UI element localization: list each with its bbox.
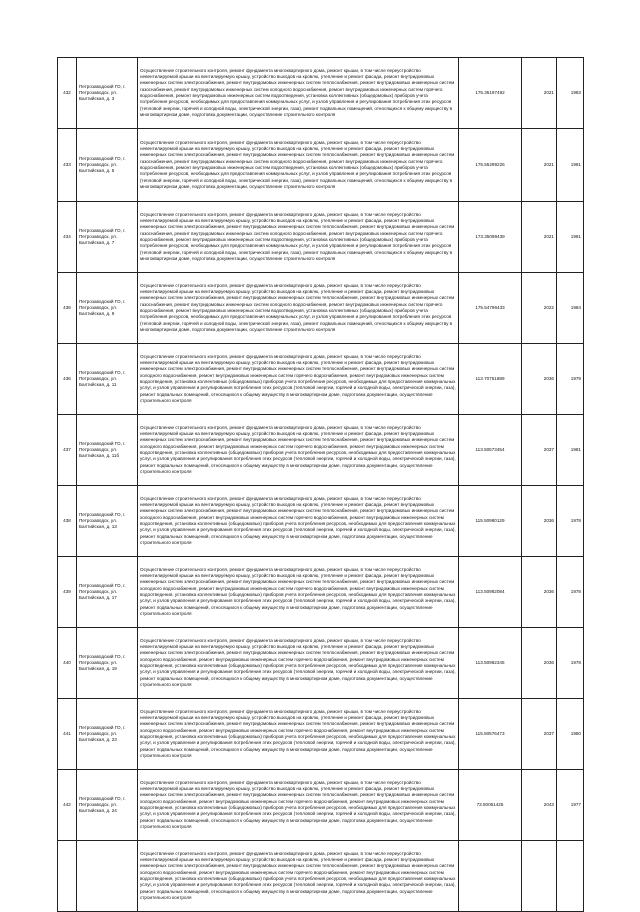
- row-address: [77, 841, 138, 912]
- table-row: [58, 202, 584, 273]
- row-number: 437: [58, 415, 77, 486]
- row-cost: 175.55299226: [459, 129, 522, 202]
- row-build-year: 1978: [557, 628, 584, 699]
- row-repair-year: 2037: [522, 699, 557, 770]
- row-repair-year: 2036: [522, 344, 557, 415]
- row-works: Осуществление строительного контроля, ремонт фундамента многоквартирного дома, ремонт крыши, в том числе переустройство невентилируемой крыши на вентилируемую крышу, устройство выходов на кровлю, утепление и ремонт фасада, ремонт внутридомовых инженерных систем электроснабжения, ремонт внутридомовых инженерных систем теплоснабжения, ремонт внутридомовых инженерных систем холодного водоснабжения, ремонт внутридомовых инженерных систем горячего водоснабжения, ремонт внутридомовых инженерных систем водоотведения, установка коллективных (общедомовых) приборов учета потребления ресурсов, необходимых для предоставления коммунальных услуг, и узлов управления и регулирования потребления этих ресурсов (тепловой энергии, горячей и холодной воды, электрической энергии, газа), ремонт подвальных помещений, относящихся к общему имуществу в многоквартирном доме, подготовка документации, осуществление строительного контроля: [138, 770, 459, 841]
- row-address: Петрозаводский ГО, г. Петрозаводск, ул. Балтийская, д. 5: [77, 129, 138, 202]
- row-works: Осуществление строительного контроля, ремонт фундамента многоквартирного дома, ремонт крыши, в том числе переустройство невентилируемой крыши на вентилируемую крышу, устройство выходов на кровлю, утепление и ремонт фасада, ремонт внутридомовых инженерных систем электроснабжения, ремонт внутридомовых инженерных систем теплоснабжения, ремонт внутридомовых инженерных систем газоснабжения, ремонт внутридомовых инженерных систем холодного водоснабжения, ремонт внутридомовых инженерных систем горячего водоснабжения, ремонт внутридомовых инженерных систем водоотведения, установка коллективных (общедомовых) приборов учета потребления ресурсов, необходимых для предоставления коммунальных услуг, и узлов управления и регулирования потребления этих ресурсов (тепловой энергии, горячей и холодной воды, электрической энергии, газа), ремонт подвальных помещений, относящихся к общему имуществу в многоквартирном доме, подготовка документации, осуществление строительного контроля: [138, 273, 459, 344]
- row-number: [58, 841, 77, 912]
- row-build-year: 1978: [557, 557, 584, 628]
- row-build-year: [557, 841, 584, 912]
- row-repair-year: 2043: [522, 770, 557, 841]
- row-build-year: 1980: [557, 699, 584, 770]
- row-build-year: 1981: [557, 415, 584, 486]
- table-row: [58, 415, 584, 486]
- row-address: Петрозаводский ГО, г. Петрозаводск, ул. Балтийская, д. 17: [77, 557, 138, 628]
- row-address: Петрозаводский ГО, г. Петрозаводск, ул. Балтийская, д. 7: [77, 202, 138, 273]
- row-number: 436: [58, 344, 77, 415]
- row-build-year: 1978: [557, 486, 584, 557]
- row-number: 441: [58, 699, 77, 770]
- row-number: 432: [58, 58, 77, 129]
- row-repair-year: [522, 841, 557, 912]
- table-row: [58, 628, 584, 699]
- row-works: Осуществление строительного контроля, ремонт фундамента многоквартирного дома, ремонт крыши, в том числе переустройство невентилируемой крыши на вентилируемую крышу, устройство выходов на кровлю, утепление и ремонт фасада, ремонт внутридомовых инженерных систем электроснабжения, ремонт внутридомовых инженерных систем теплоснабжения, ремонт внутридомовых инженерных систем холодного водоснабжения, ремонт внутридомовых инженерных систем горячего водоснабжения, ремонт внутридомовых инженерных систем водоотведения, установка коллективных (общедомовых) приборов учета потребления ресурсов, необходимых для предоставления коммунальных услуг, и узлов управления и регулирования потребления этих ресурсов (тепловой энергии, горячей и холодной воды, электрической энергии, газа), ремонт подвальных помещений, относящихся к общему имуществу в многоквартирном доме, подготовка документации, осуществление строительного контроля: [138, 699, 459, 770]
- table-row: [58, 129, 584, 202]
- row-build-year: 1979: [557, 344, 584, 415]
- table-row: [58, 486, 584, 557]
- table-row: [58, 273, 584, 344]
- table-row: [58, 344, 584, 415]
- table-row: [58, 557, 584, 628]
- row-works: Осуществление строительного контроля, ремонт фундамента многоквартирного дома, ремонт крыши, в том числе переустройство невентилируемой крыши на вентилируемую крышу, устройство выходов на кровлю, утепление и ремонт фасада, ремонт внутридомовых инженерных систем электроснабжения, ремонт внутридомовых инженерных систем теплоснабжения, ремонт внутридомовых инженерных систем холодного водоснабжения, ремонт внутридомовых инженерных систем горячего водоснабжения, ремонт внутридомовых инженерных систем водоотведения, установка коллективных (общедомовых) приборов учета потребления ресурсов, необходимых для предоставления коммунальных услуг, и узлов управления и регулирования потребления этих ресурсов (тепловой энергии, горячей и холодной воды, электрической энергии, газа), ремонт подвальных помещений, относящихся к общему имуществу в многоквартирном доме, подготовка документации, осуществление строительного контроля: [138, 486, 459, 557]
- table-row: [58, 699, 584, 770]
- row-repair-year: 2021: [522, 129, 557, 202]
- row-cost: 73.50061425: [459, 770, 522, 841]
- table-row: [58, 58, 584, 129]
- row-number: 442: [58, 770, 77, 841]
- row-repair-year: 2036: [522, 628, 557, 699]
- row-repair-year: 2021: [522, 58, 557, 129]
- row-number: 438: [58, 486, 77, 557]
- row-cost: 115.50576473: [459, 699, 522, 770]
- row-number: 435: [58, 273, 77, 344]
- row-repair-year: 2036: [522, 486, 557, 557]
- capital-repair-table: [57, 57, 584, 912]
- row-works: Осуществление строительного контроля, ремонт фундамента многоквартирного дома, ремонт крыши, в том числе переустройство невентилируемой крыши на вентилируемую крышу, устройство выходов на кровлю, утепление и ремонт фасада, ремонт внутридомовых инженерных систем электроснабжения, ремонт внутридомовых инженерных систем теплоснабжения, ремонт внутридомовых инженерных систем холодного водоснабжения, ремонт внутридомовых инженерных систем горячего водоснабжения, ремонт внутридомовых инженерных систем водоотведения, установка коллективных (общедомовых) приборов учета потребления ресурсов, необходимых для предоставления коммунальных услуг, и узлов управления и регулирования потребления этих ресурсов (тепловой энергии, горячей и холодной воды, электрической энергии, газа), ремонт подвальных помещений, относящихся к общему имуществу в многоквартирном доме, подготовка документации, осуществление строительного контроля: [138, 344, 459, 415]
- row-works: Осуществление строительного контроля, ремонт фундамента многоквартирного дома, ремонт крыши, в том числе переустройство невентилируемой крыши на вентилируемую крышу, устройство выходов на кровлю, утепление и ремонт фасада, ремонт внутридомовых инженерных систем электроснабжения, ремонт внутридомовых инженерных систем теплоснабжения, ремонт внутридомовых инженерных систем газоснабжения, ремонт внутридомовых инженерных систем холодного водоснабжения, ремонт внутридомовых инженерных систем горячего водоснабжения, ремонт внутридомовых инженерных систем водоотведения, установка коллективных (общедомовых) приборов учета потребления ресурсов, необходимых для предоставления коммунальных услуг, и узлов управления и регулирования потребления этих ресурсов (тепловой энергии, горячей и холодной воды, электрической энергии, газа), ремонт подвальных помещений, относящихся к общему имуществу в многоквартирном доме, подготовка документации, осуществление строительного контроля: [138, 202, 459, 273]
- row-address: Петрозаводский ГО, г. Петрозаводск, ул. Балтийская, д. 11: [77, 344, 138, 415]
- row-build-year: 1981: [557, 202, 584, 273]
- row-cost: 115.50980129: [459, 486, 522, 557]
- row-cost: 113.70751889: [459, 344, 522, 415]
- row-works: Осуществление строительного контроля, ремонт фундамента многоквартирного дома, ремонт крыши, в том числе переустройство невентилируемой крыши на вентилируемую крышу, устройство выходов на кровлю, утепление и ремонт фасада, ремонт внутридомовых инженерных систем электроснабжения, ремонт внутридомовых инженерных систем теплоснабжения, ремонт внутридомовых инженерных систем холодного водоснабжения, ремонт внутридомовых инженерных систем горячего водоснабжения, ремонт внутридомовых инженерных систем водоотведения, установка коллективных (общедомовых) приборов учета потребления ресурсов, необходимых для предоставления коммунальных услуг, и узлов управления и регулирования потребления этих ресурсов (тепловой энергии, горячей и холодной воды, электрической энергии, газа), ремонт подвальных помещений, относящихся к общему имуществу в многоквартирном доме, подготовка документации, осуществление строительного контроля: [138, 415, 459, 486]
- row-cost: 175.54796433: [459, 273, 522, 344]
- row-cost: 113.50573454: [459, 415, 522, 486]
- row-address: Петрозаводский ГО, г. Петрозаводск, ул. Балтийская, д. 13: [77, 486, 138, 557]
- row-works: Осуществление строительного контроля, ремонт фундамента многоквартирного дома, ремонт крыши, в том числе переустройство невентилируемой крыши на вентилируемую крышу, устройство выходов на кровлю, утепление и ремонт фасада, ремонт внутридомовых инженерных систем электроснабжения, ремонт внутридомовых инженерных систем теплоснабжения, ремонт внутридомовых инженерных систем газоснабжения, ремонт внутридомовых инженерных систем холодного водоснабжения, ремонт внутридомовых инженерных систем горячего водоснабжения, ремонт внутридомовых инженерных систем водоотведения, установка коллективных (общедомовых) приборов учета потребления ресурсов, необходимых для предоставления коммунальных услуг, и узлов управления и регулирования потребления этих ресурсов (тепловой энергии, горячей и холодной воды, электрической энергии, газа), ремонт подвальных помещений, относящихся к общему имуществу в многоквартирном доме, подготовка документации, осуществление строительного контроля: [138, 129, 459, 202]
- row-repair-year: 2021: [522, 202, 557, 273]
- row-cost: 113.50982084: [459, 557, 522, 628]
- row-build-year: 1981: [557, 129, 584, 202]
- row-build-year: 1977: [557, 770, 584, 841]
- row-address: Петрозаводский ГО, г. Петрозаводск, ул. Балтийская, д. 19: [77, 628, 138, 699]
- row-build-year: 1984: [557, 273, 584, 344]
- row-works: Осуществление строительного контроля, ремонт фундамента многоквартирного дома, ремонт крыши, в том числе переустройство невентилируемой крыши на вентилируемую крышу, устройство выходов на кровлю, утепление и ремонт фасада, ремонт внутридомовых инженерных систем электроснабжения, ремонт внутридомовых инженерных систем теплоснабжения, ремонт внутридомовых инженерных систем холодного водоснабжения, ремонт внутридомовых инженерных систем горячего водоснабжения, ремонт внутридомовых инженерных систем водоотведения, установка коллективных (общедомовых) приборов учета потребления ресурсов, необходимых для предоставления коммунальных услуг, и узлов управления и регулирования потребления этих ресурсов (тепловой энергии, горячей и холодной воды, электрической энергии, газа), ремонт подвальных помещений, относящихся к общему имуществу в многоквартирном доме, подготовка документации, осуществление строительного контроля: [138, 628, 459, 699]
- table-row: [58, 841, 584, 912]
- row-number: 440: [58, 628, 77, 699]
- row-cost: 175.35197492: [459, 58, 522, 129]
- row-build-year: 1983: [557, 58, 584, 129]
- row-cost: [459, 841, 522, 912]
- row-address: Петрозаводский ГО, г. Петрозаводск, ул. Балтийская, д. 23: [77, 699, 138, 770]
- row-address: Петрозаводский ГО, г. Петрозаводск, ул. Балтийская, д. 3: [77, 58, 138, 129]
- row-address: Петрозаводский ГО, г. Петрозаводск, ул. Балтийская, д. 11б: [77, 415, 138, 486]
- row-cost: 173.35099439: [459, 202, 522, 273]
- row-works: Осуществление строительного контроля, ремонт фундамента многоквартирного дома, ремонт крыши, в том числе переустройство невентилируемой крыши на вентилируемую крышу, устройство выходов на кровлю, утепление и ремонт фасада, ремонт внутридомовых инженерных систем электроснабжения, ремонт внутридомовых инженерных систем теплоснабжения, ремонт внутридомовых инженерных систем холодного водоснабжения, ремонт внутридомовых инженерных систем горячего водоснабжения, ремонт внутридомовых инженерных систем водоотведения, установка коллективных (общедомовых) приборов учета потребления ресурсов, необходимых для предоставления коммунальных услуг, и узлов управления и регулирования потребления этих ресурсов (тепловой энергии, горячей и холодной воды, электрической энергии, газа), ремонт подвальных помещений, относящихся к общему имуществу в многоквартирном доме, подготовка документации, осуществление строительного контроля: [138, 841, 459, 912]
- row-number: 434: [58, 202, 77, 273]
- table-body: [58, 58, 584, 912]
- row-number: 433: [58, 129, 77, 202]
- row-address: Петрозаводский ГО, г. Петрозаводск, ул. Балтийская, д. 24: [77, 770, 138, 841]
- row-repair-year: 2022: [522, 273, 557, 344]
- row-repair-year: 2036: [522, 557, 557, 628]
- row-works: Осуществление строительного контроля, ремонт фундамента многоквартирного дома, ремонт крыши, в том числе переустройство невентилируемой крыши на вентилируемую крышу, устройство выходов на кровлю, утепление и ремонт фасада, ремонт внутридомовых инженерных систем электроснабжения, ремонт внутридомовых инженерных систем теплоснабжения, ремонт внутридомовых инженерных систем холодного водоснабжения, ремонт внутридомовых инженерных систем горячего водоснабжения, ремонт внутридомовых инженерных систем водоотведения, установка коллективных (общедомовых) приборов учета потребления ресурсов, необходимых для предоставления коммунальных услуг, и узлов управления и регулирования потребления этих ресурсов (тепловой энергии, горячей и холодной воды, электрической энергии, газа), ремонт подвальных помещений, относящихся к общему имуществу в многоквартирном доме, подготовка документации, осуществление строительного контроля: [138, 557, 459, 628]
- table-row: [58, 770, 584, 841]
- row-cost: 113.50982345: [459, 628, 522, 699]
- row-address: Петрозаводский ГО, г. Петрозаводск, ул. Балтийская, д. 9: [77, 273, 138, 344]
- row-number: 439: [58, 557, 77, 628]
- row-repair-year: 2037: [522, 415, 557, 486]
- row-works: Осуществление строительного контроля, ремонт фундамента многоквартирного дома, ремонт крыши, в том числе переустройство невентилируемой крыши на вентилируемую крышу, устройство выходов на кровлю, утепление и ремонт фасада, ремонт внутридомовых инженерных систем электроснабжения, ремонт внутридомовых инженерных систем теплоснабжения, ремонт внутридомовых инженерных систем газоснабжения, ремонт внутридомовых инженерных систем холодного водоснабжения, ремонт внутридомовых инженерных систем горячего водоснабжения, ремонт внутридомовых инженерных систем водоотведения, установка коллективных (общедомовых) приборов учета потребления ресурсов, необходимых для предоставления коммунальных услуг, и узлов управления и регулирования потребления этих ресурсов (тепловой энергии, горячей и холодной воды, электрической энергии, газа), ремонт подвальных помещений, относящихся к общему имуществу в многоквартирном доме, подготовка документации, осуществление строительного контроля: [138, 58, 459, 129]
